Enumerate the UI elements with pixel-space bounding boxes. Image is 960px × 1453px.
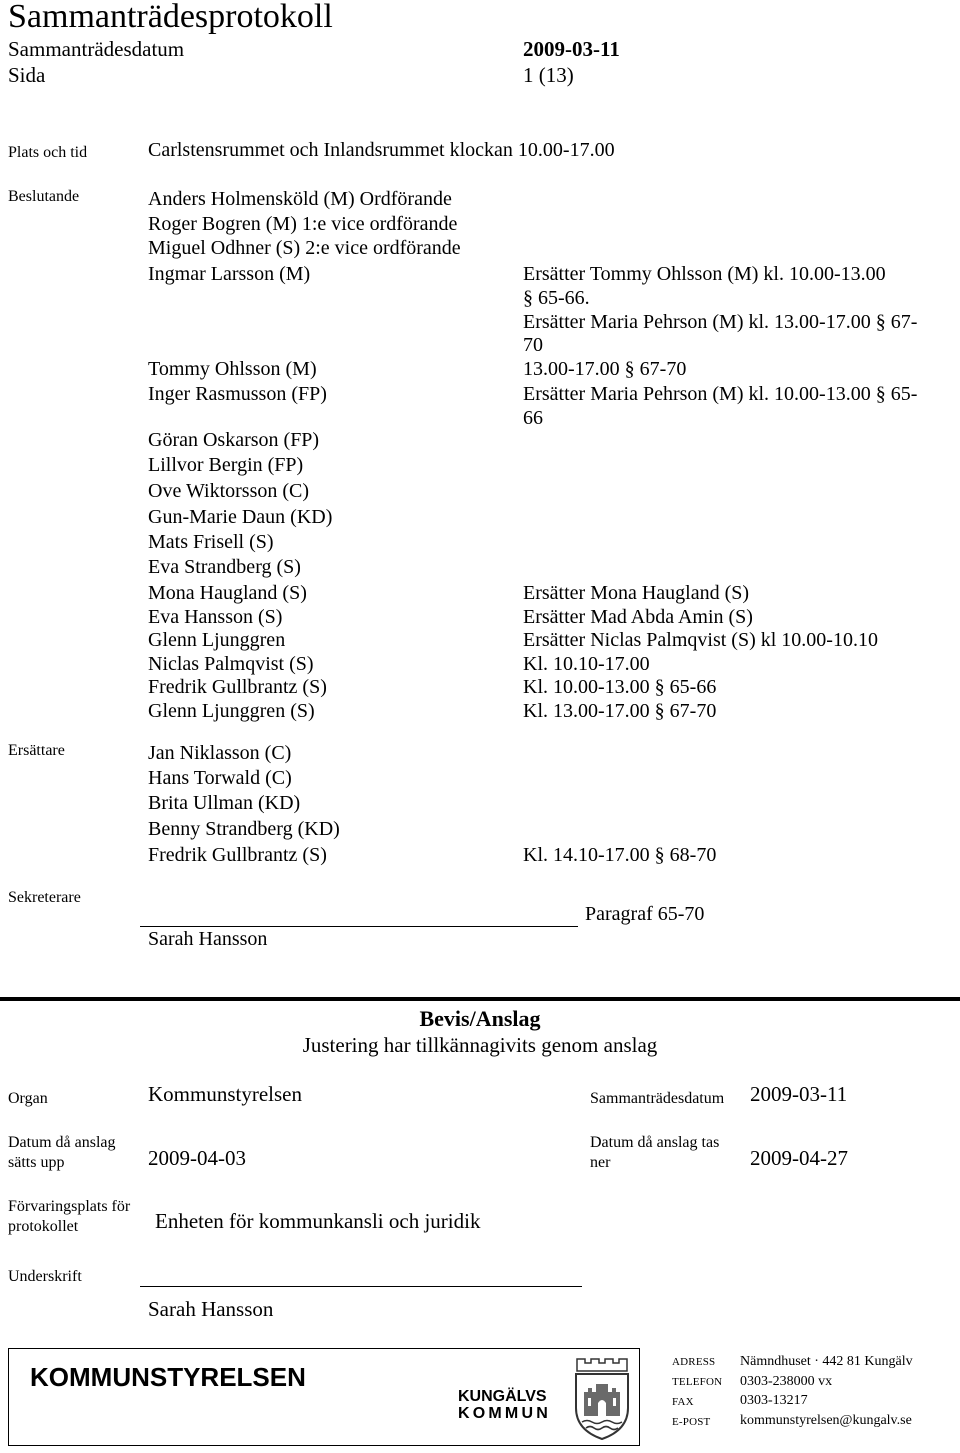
member-note: Ersätter Tommy Ohlsson (M) kl. 10.00-13.00 bbox=[523, 263, 886, 285]
contact-value-address: Nämndhuset · 442 81 Kungälv bbox=[740, 1354, 913, 1369]
member-name: Eva Hansson (S) bbox=[148, 606, 283, 628]
removed-date-value: 2009-04-27 bbox=[750, 1146, 848, 1170]
kungalv-crest-icon bbox=[570, 1356, 634, 1442]
posted-date-label: Datum då anslag bbox=[8, 1134, 116, 1151]
member-note: Ersätter Niclas Palmqvist (S) kl 10.00-10.10 bbox=[523, 629, 878, 651]
contact-label-address: ADRESS bbox=[672, 1356, 716, 1368]
contact-value-phone: 0303-238000 vx bbox=[740, 1374, 833, 1389]
member-note: Ersätter Mad Abda Amin (S) bbox=[523, 606, 753, 628]
member-name: Mats Frisell (S) bbox=[148, 531, 274, 553]
member-name: Ingmar Larsson (M) bbox=[148, 263, 311, 285]
contact-label-email: E-POST bbox=[672, 1416, 711, 1428]
page-number: 1 (13) bbox=[523, 63, 574, 87]
page-label: Sida bbox=[8, 63, 46, 87]
member-name: Göran Oskarson (FP) bbox=[148, 429, 320, 451]
substitute-name: Benny Strandberg (KD) bbox=[148, 818, 340, 840]
substitute-name: Jan Niklasson (C) bbox=[148, 742, 292, 764]
storage-label: protokollet bbox=[8, 1218, 79, 1235]
logo-text-line1: KUNGÄLVS bbox=[458, 1388, 547, 1405]
signature-line bbox=[140, 1286, 582, 1287]
member-note: 66 bbox=[523, 407, 543, 429]
signature-label: Underskrift bbox=[8, 1268, 82, 1285]
member-name: Lillvor Bergin (FP) bbox=[148, 454, 304, 476]
contact-value-email: kommunstyrelsen@kungalv.se bbox=[740, 1413, 912, 1428]
secretary-signature-line bbox=[140, 926, 578, 927]
member-note: Kl. 10.00-13.00 § 65-66 bbox=[523, 676, 717, 698]
member-note: Ersätter Mona Haugland (S) bbox=[523, 582, 750, 604]
member-name: Glenn Ljunggren (S) bbox=[148, 700, 315, 722]
member-name: Eva Strandberg (S) bbox=[148, 556, 301, 578]
member-name: Anders Holmensköld (M) Ordförande bbox=[148, 188, 452, 210]
secretary-name: Sarah Hansson bbox=[148, 928, 268, 950]
member-name: Miguel Odhner (S) 2:e vice ordförande bbox=[148, 237, 461, 259]
logo-text-line2: KOMMUN bbox=[458, 1405, 551, 1422]
substitute-name: Fredrik Gullbrantz (S) bbox=[148, 844, 327, 866]
ersattare-label: Ersättare bbox=[8, 742, 65, 759]
secretary-paragraph: Paragraf 65-70 bbox=[585, 903, 705, 925]
member-note: Ersätter Maria Pehrson (M) kl. 13.00-17.00 § 67- bbox=[523, 311, 918, 333]
member-name: Niclas Palmqvist (S) bbox=[148, 653, 314, 675]
member-name: Mona Haugland (S) bbox=[148, 582, 307, 604]
member-note: § 65-66. bbox=[523, 287, 590, 309]
notice-heading: Bevis/Anslag bbox=[419, 1006, 541, 1031]
member-note: 70 bbox=[523, 334, 543, 356]
document-title: Sammanträdesprotokoll bbox=[8, 0, 333, 35]
secretary-label: Sekreterare bbox=[8, 889, 81, 906]
organ-value: Kommunstyrelsen bbox=[148, 1082, 302, 1106]
posted-date-value: 2009-04-03 bbox=[148, 1146, 246, 1170]
place-value: Carlstensrummet och Inlandsrummet klockan 10.00-17.00 bbox=[148, 139, 615, 161]
removed-date-label: ner bbox=[590, 1154, 611, 1171]
posted-date-label: sätts upp bbox=[8, 1154, 65, 1171]
member-name: Roger Bogren (M) 1:e vice ordförande bbox=[148, 213, 458, 235]
meeting-date-value: 2009-03-11 bbox=[523, 37, 620, 61]
section-divider bbox=[0, 997, 960, 1001]
member-name: Ove Wiktorsson (C) bbox=[148, 480, 310, 502]
member-name: Tommy Ohlsson (M) bbox=[148, 358, 317, 380]
member-note: Kl. 10.10-17.00 bbox=[523, 653, 650, 675]
storage-label: Förvaringsplats för bbox=[8, 1198, 131, 1215]
meeting-date-label: Sammanträdesdatum bbox=[8, 37, 185, 61]
contact-value-fax: 0303-13217 bbox=[740, 1393, 808, 1408]
organ-label: Organ bbox=[8, 1090, 48, 1107]
storage-value: Enheten för kommunkansli och juridik bbox=[155, 1209, 481, 1233]
member-name: Inger Rasmusson (FP) bbox=[148, 383, 327, 405]
substitute-name: Hans Torwald (C) bbox=[148, 767, 292, 789]
beslutande-label: Beslutande bbox=[8, 188, 80, 205]
place-label: Plats och tid bbox=[8, 144, 88, 161]
substitute-note: Kl. 14.10-17.00 § 68-70 bbox=[523, 844, 717, 866]
signature-name: Sarah Hansson bbox=[148, 1297, 274, 1321]
member-note: Ersätter Maria Pehrson (M) kl. 10.00-13.00 § 65- bbox=[523, 383, 918, 405]
notice-date-label: Sammanträdesdatum bbox=[590, 1090, 725, 1107]
notice-subheading: Justering har tillkännagivits genom anslag bbox=[302, 1033, 658, 1057]
contact-label-phone: TELEFON bbox=[672, 1376, 723, 1388]
member-name: Gun-Marie Daun (KD) bbox=[148, 506, 333, 528]
substitute-name: Brita Ullman (KD) bbox=[148, 792, 301, 814]
member-note: Kl. 13.00-17.00 § 67-70 bbox=[523, 700, 717, 722]
board-name: KOMMUNSTYRELSEN bbox=[30, 1362, 306, 1392]
contact-label-fax: FAX bbox=[672, 1396, 694, 1408]
member-note: 13.00-17.00 § 67-70 bbox=[523, 358, 687, 380]
member-name: Fredrik Gullbrantz (S) bbox=[148, 676, 327, 698]
notice-date-value: 2009-03-11 bbox=[750, 1082, 848, 1106]
removed-date-label: Datum då anslag tas bbox=[590, 1134, 720, 1151]
member-name: Glenn Ljunggren bbox=[148, 629, 286, 651]
